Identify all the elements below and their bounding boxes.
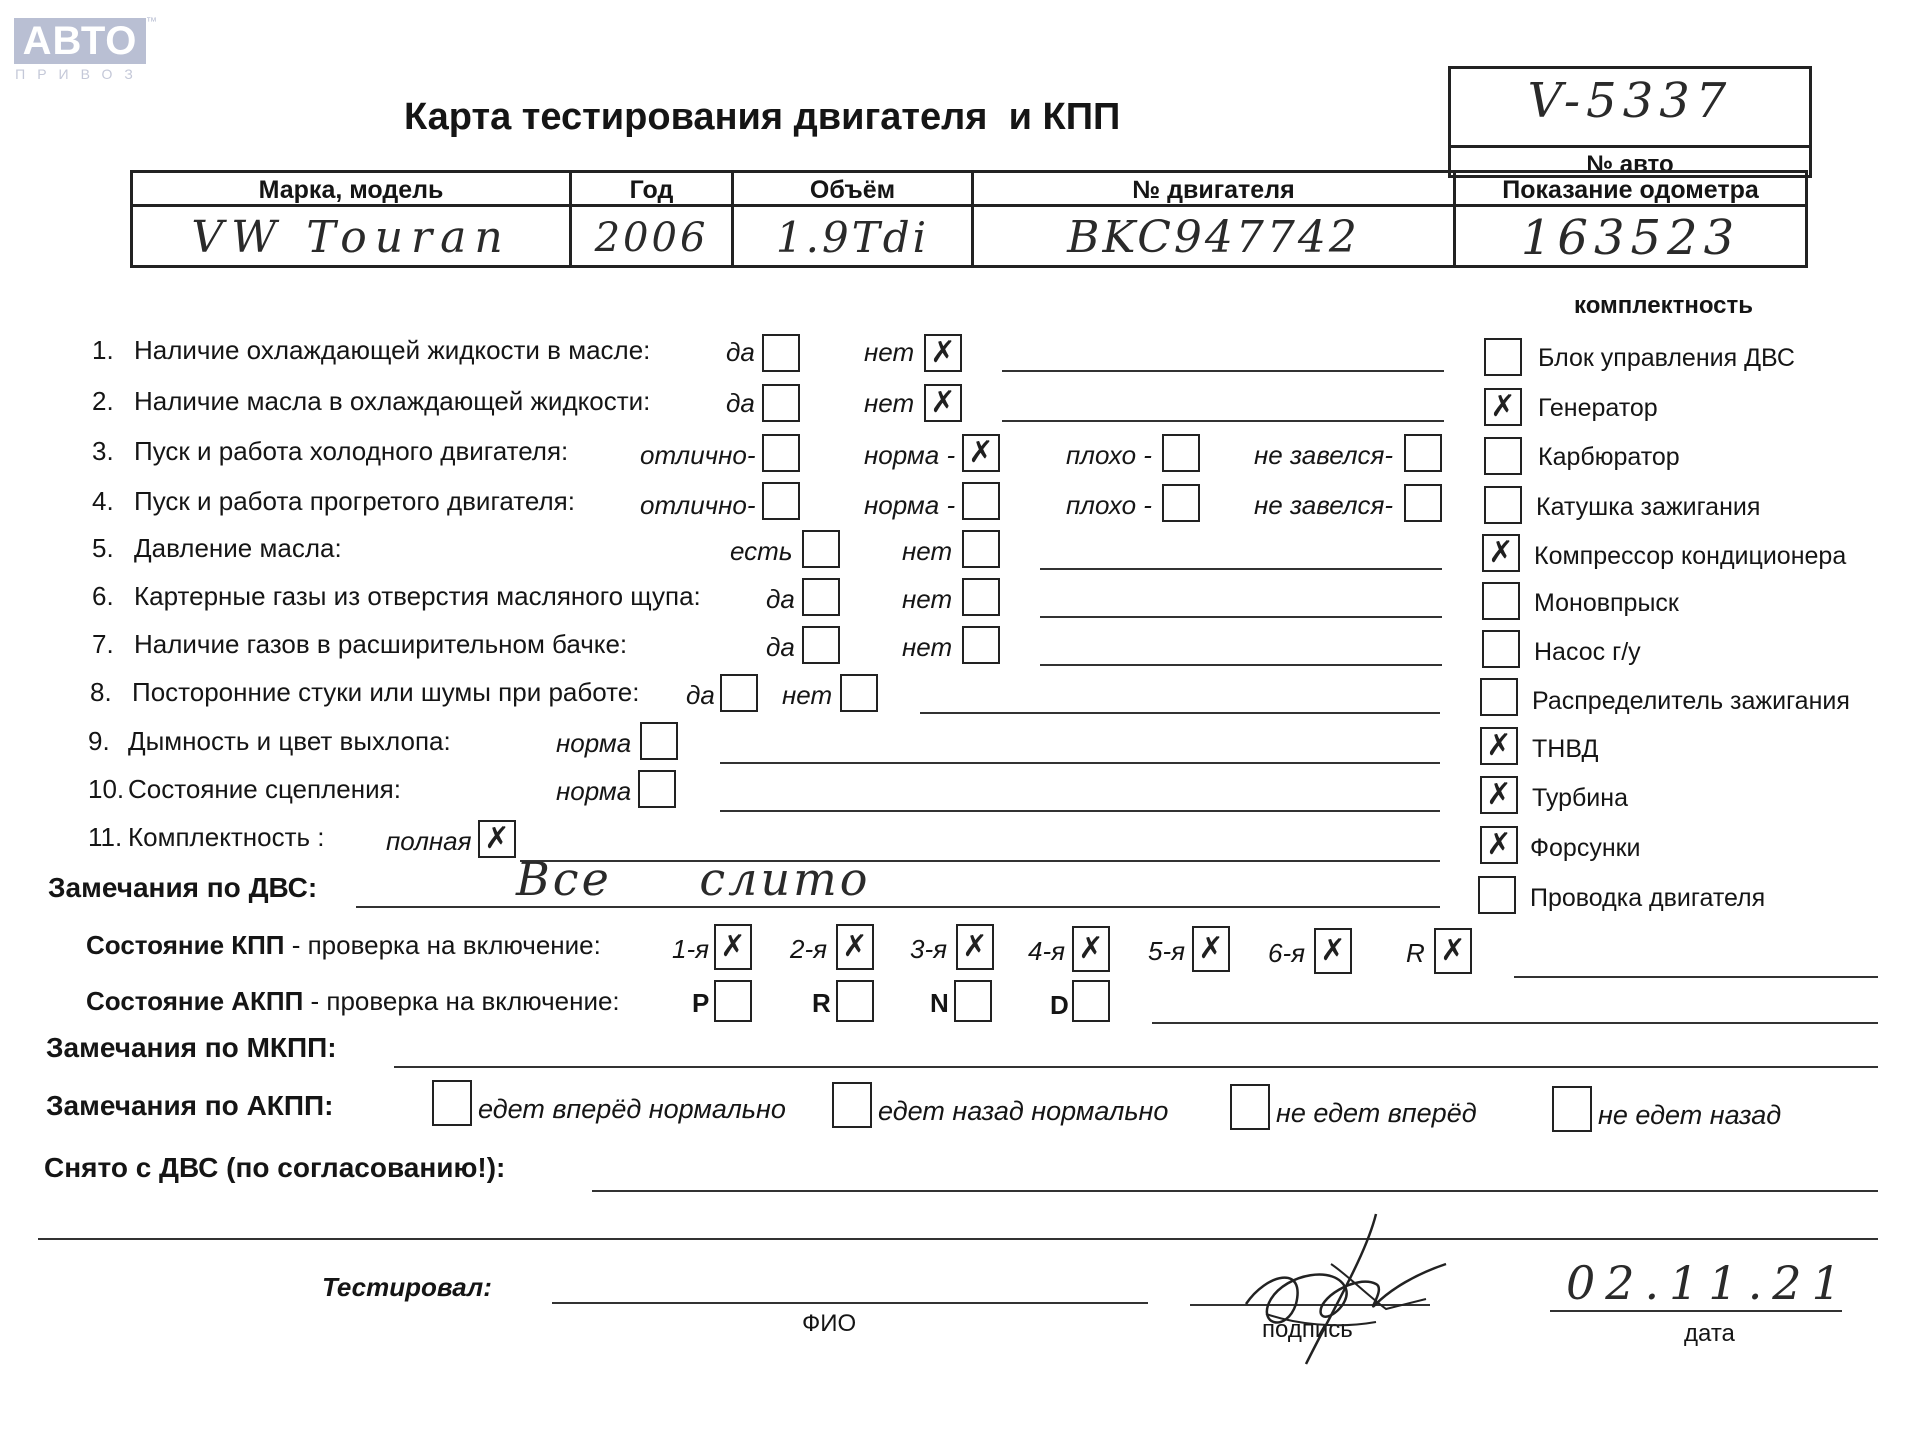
col-header: Показание одометра <box>1456 173 1805 207</box>
col-header: № двигателя <box>974 173 1453 207</box>
komplekt-label: Турбина <box>1532 784 1628 812</box>
check-mark <box>964 580 998 614</box>
q1-line <box>1002 370 1444 372</box>
check-mark <box>764 386 798 420</box>
q8-opt-net: нет <box>782 680 833 710</box>
tested-label: Тестировал: <box>322 1272 492 1302</box>
q7-number: 7. <box>92 629 114 659</box>
q7-text: Наличие газов в расширительном бачке: <box>134 629 628 659</box>
check-mark <box>1074 982 1108 1020</box>
q8-line <box>920 712 1440 714</box>
check-mark <box>1486 340 1520 374</box>
q5-opt-yes: есть <box>730 536 793 566</box>
col-value: VW Touran <box>191 212 511 263</box>
akpp-r-label: R <box>812 988 831 1018</box>
gear-1-checkbox[interactable] <box>714 924 752 970</box>
logo-tm: ™ <box>146 16 157 28</box>
q7-checkbox-net[interactable] <box>962 626 1000 664</box>
q7-opt-net: нет <box>902 632 953 662</box>
q8-opt-da: да <box>686 680 715 710</box>
col-value: 1.9Tdi <box>775 213 930 262</box>
check-mark <box>722 676 756 710</box>
q3-checkbox-no-start[interactable] <box>1404 434 1442 472</box>
akpp-option-label: едет назад нормально <box>878 1096 1169 1126</box>
q2-line <box>1002 420 1444 422</box>
q8-text: Посторонние стуки или шумы при работе: <box>132 677 640 707</box>
q4-checkbox-normal[interactable] <box>962 482 1000 520</box>
col-model <box>133 173 569 265</box>
akpp-p-label: P <box>692 988 710 1018</box>
gear-3-label: 3-я <box>910 934 948 964</box>
komplekt-label: ТНВД <box>1532 735 1599 763</box>
akpp-line <box>1152 1022 1878 1024</box>
check-mark: ✗ <box>1078 931 1104 966</box>
q1-number: 1. <box>92 335 114 365</box>
check-mark <box>964 628 998 662</box>
check-mark: ✗ <box>930 385 956 420</box>
gear-2-label: 2-я <box>790 934 828 964</box>
komplekt-label: Блок управления ДВС <box>1538 344 1795 372</box>
check-mark <box>764 336 798 370</box>
q10-number: 10. <box>88 774 125 804</box>
q9-text: Дымность и цвет выхлопа: <box>128 726 451 756</box>
check-mark <box>964 532 998 566</box>
q3-opt-no-start: не завелся- <box>1254 440 1394 470</box>
komplekt-checkbox[interactable] <box>1480 826 1518 864</box>
vehicle-table <box>130 170 1808 268</box>
q6-text: Картерные газы из отверстия масляного щупа: <box>134 581 701 611</box>
kpp-line <box>1514 976 1878 978</box>
gear-1-label: 1-я <box>672 934 710 964</box>
logo-sub: ПРИВОЗ <box>15 66 145 82</box>
komplekt-checkbox[interactable] <box>1484 388 1522 426</box>
akpp-d-checkbox[interactable] <box>1072 980 1110 1022</box>
check-mark <box>1480 878 1514 912</box>
check-mark: ✗ <box>1488 535 1514 570</box>
check-mark <box>804 532 838 566</box>
q4-opt-normal: норма - <box>864 490 956 520</box>
komplekt-heading: комплектность <box>1574 292 1754 319</box>
col-value: 163523 <box>1520 210 1741 266</box>
check-mark <box>1482 680 1516 714</box>
check-mark <box>1484 632 1518 666</box>
q1-text: Наличие охлаждающей жидкости в масле: <box>134 335 651 365</box>
q2-checkbox-net[interactable] <box>924 384 962 422</box>
car-number-value: V-5337 <box>1527 73 1733 129</box>
car-number-box <box>1448 66 1812 178</box>
akpp-option-checkbox[interactable] <box>1552 1086 1592 1132</box>
q4-opt-no-start: не завелся- <box>1254 490 1394 520</box>
akpp-r-checkbox[interactable] <box>836 980 874 1022</box>
q1-checkbox-net[interactable] <box>924 334 962 372</box>
col-value: 2006 <box>594 215 709 261</box>
q2-text: Наличие масла в охлаждающей жидкости: <box>134 386 651 416</box>
akpp-d-label: D <box>1050 990 1069 1020</box>
q4-opt-bad: плохо - <box>1066 490 1152 520</box>
check-mark: ✗ <box>1440 933 1466 968</box>
check-mark: ✗ <box>1486 728 1512 763</box>
check-mark <box>1484 584 1518 618</box>
gear-2-checkbox[interactable] <box>836 924 874 970</box>
q8-number: 8. <box>90 677 112 707</box>
check-mark <box>764 484 798 518</box>
q1-opt-net: нет <box>864 337 915 367</box>
page-title: Карта тестирования двигателя и КПП <box>404 96 1121 138</box>
gear-4-label: 4-я <box>1028 936 1066 966</box>
gear-r-label: R <box>1406 938 1425 968</box>
check-mark <box>1164 486 1198 520</box>
remarks-dvs-line <box>356 906 1440 908</box>
q9-checkbox-norma[interactable] <box>640 722 678 760</box>
q6-checkbox-net[interactable] <box>962 578 1000 616</box>
komplekt-checkbox[interactable] <box>1478 876 1516 914</box>
q5-checkbox-yes[interactable] <box>802 530 840 568</box>
q4-checkbox-excellent[interactable] <box>762 482 800 520</box>
q3-number: 3. <box>92 436 114 466</box>
check-mark <box>1486 439 1520 473</box>
check-mark: ✗ <box>1486 827 1512 862</box>
gear-r-checkbox[interactable] <box>1434 928 1472 974</box>
removed-line <box>592 1190 1878 1192</box>
akpp-label-bold: Состояние АКПП <box>86 986 304 1016</box>
q3-opt-excellent: отлично- <box>640 440 756 470</box>
check-mark: ✗ <box>842 929 868 964</box>
q2-opt-da: да <box>726 388 755 418</box>
q3-opt-normal: норма - <box>864 440 956 470</box>
date-line <box>1550 1310 1842 1312</box>
akpp-label-rest: - проверка на включение: <box>303 986 620 1016</box>
q6-checkbox-da[interactable] <box>802 578 840 616</box>
check-mark <box>1486 488 1520 522</box>
col-header: Объём <box>734 173 971 207</box>
col-header: Год <box>572 173 731 207</box>
q5-text: Давление масла: <box>134 533 342 563</box>
check-mark <box>642 724 676 758</box>
date-label: дата <box>1684 1320 1735 1347</box>
q10-line <box>720 810 1440 812</box>
komplekt-label: Распределитель зажигания <box>1532 687 1850 715</box>
akpp-n-label: N <box>930 988 949 1018</box>
q4-checkbox-bad[interactable] <box>1162 484 1200 522</box>
check-mark: ✗ <box>1490 389 1516 424</box>
q4-text: Пуск и работа прогретого двигателя: <box>134 486 575 516</box>
q9-line <box>720 762 1440 764</box>
remarks-mkpp-label: Замечания по МКПП: <box>46 1032 337 1063</box>
komplekt-checkbox[interactable] <box>1484 338 1522 376</box>
q11-number: 11. <box>88 822 123 852</box>
q6-opt-da: да <box>766 584 795 614</box>
q10-opt-norma: норма <box>556 776 632 806</box>
check-mark <box>640 772 674 806</box>
q8-checkbox-net[interactable] <box>840 674 878 712</box>
q10-text: Состояние сцепления: <box>128 774 401 804</box>
remarks-dvs-label: Замечания по ДВС: <box>48 872 318 903</box>
kpp-label-bold: Состояние КПП <box>86 930 285 960</box>
akpp-option-checkbox[interactable] <box>832 1082 872 1128</box>
kpp-label <box>86 930 601 961</box>
akpp-p-checkbox[interactable] <box>714 980 752 1022</box>
komplekt-label: Генератор <box>1538 394 1658 422</box>
komplekt-checkbox[interactable] <box>1484 486 1522 524</box>
komplekt-checkbox[interactable] <box>1480 727 1518 765</box>
check-mark <box>804 628 838 662</box>
check-mark: ✗ <box>962 929 988 964</box>
akpp-label <box>86 986 620 1017</box>
komplekt-checkbox[interactable] <box>1482 630 1520 668</box>
remarks-mkpp-line <box>394 1066 1878 1068</box>
q7-line <box>1040 664 1442 666</box>
check-mark: ✗ <box>1486 777 1512 812</box>
komplekt-checkbox[interactable] <box>1480 776 1518 814</box>
q9-number: 9. <box>88 726 110 756</box>
q6-opt-net: нет <box>902 584 953 614</box>
removed-label: Снято с ДВС (по согласованию!): <box>44 1152 506 1183</box>
remarks-akpp-label: Замечания по АКПП: <box>46 1090 334 1121</box>
check-mark: ✗ <box>1320 933 1346 968</box>
q5-line <box>1040 568 1442 570</box>
q1-opt-da: да <box>726 337 755 367</box>
col-header: Марка, модель <box>133 173 569 207</box>
q3-checkbox-excellent[interactable] <box>762 434 800 472</box>
gear-3-checkbox[interactable] <box>956 924 994 970</box>
col-value: BKC947742 <box>1067 212 1360 263</box>
separator-line <box>38 1238 1878 1240</box>
logo <box>14 16 157 88</box>
q10-checkbox-norma[interactable] <box>638 770 676 808</box>
q5-number: 5. <box>92 533 114 563</box>
check-mark: ✗ <box>484 821 510 856</box>
check-mark <box>716 982 750 1020</box>
check-mark <box>956 982 990 1020</box>
q6-line <box>1040 616 1442 618</box>
gear-4-checkbox[interactable] <box>1072 926 1110 972</box>
col-engine-no <box>971 173 1453 265</box>
komplekt-label: Моновпрыск <box>1534 589 1679 617</box>
akpp-option-checkbox[interactable] <box>1230 1084 1270 1130</box>
col-year <box>569 173 731 265</box>
sign-label: подпись <box>1262 1316 1353 1343</box>
kpp-label-rest: - проверка на включение: <box>284 930 601 960</box>
remarks-dvs-value: Все слито <box>516 852 871 906</box>
komplekt-label: Форсунки <box>1530 834 1641 862</box>
gear-5-label: 5-я <box>1148 936 1186 966</box>
q11-opt-full: полная <box>386 826 472 856</box>
check-mark: ✗ <box>930 335 956 370</box>
date-value: 02.11.21 <box>1566 1256 1851 1310</box>
komplekt-label: Карбюратор <box>1538 443 1680 471</box>
check-mark: ✗ <box>720 929 746 964</box>
q11-checkbox-full[interactable] <box>478 820 516 858</box>
check-mark <box>804 580 838 614</box>
gear-5-checkbox[interactable] <box>1192 926 1230 972</box>
check-mark <box>842 676 876 710</box>
q2-checkbox-da[interactable] <box>762 384 800 422</box>
q4-number: 4. <box>92 486 114 516</box>
komplekt-checkbox[interactable] <box>1482 534 1520 572</box>
check-mark: ✗ <box>968 435 994 470</box>
q6-number: 6. <box>92 581 114 611</box>
q4-checkbox-no-start[interactable] <box>1404 484 1442 522</box>
q5-checkbox-no[interactable] <box>962 530 1000 568</box>
check-mark <box>964 484 998 518</box>
akpp-option-label: не едет назад <box>1598 1100 1782 1130</box>
komplekt-label: Насос г/у <box>1534 638 1641 666</box>
col-volume <box>731 173 971 265</box>
komplekt-label: Катушка зажигания <box>1536 493 1761 521</box>
signature-image <box>1226 1204 1456 1374</box>
gear-6-label: 6-я <box>1268 938 1306 968</box>
check-mark <box>1164 436 1198 470</box>
akpp-option-label: едет вперёд нормально <box>478 1094 786 1124</box>
q3-checkbox-bad[interactable] <box>1162 434 1200 472</box>
q4-opt-excellent: отлично- <box>640 490 756 520</box>
check-mark: ✗ <box>1198 931 1224 966</box>
akpp-option-label: не едет вперёд <box>1276 1098 1477 1128</box>
komplekt-checkbox[interactable] <box>1484 437 1522 475</box>
q2-opt-net: нет <box>864 388 915 418</box>
q7-checkbox-da[interactable] <box>802 626 840 664</box>
fio-label: ФИО <box>802 1310 857 1337</box>
q11-text: Комплектность : <box>128 822 325 852</box>
check-mark <box>838 982 872 1020</box>
q3-opt-bad: плохо - <box>1066 440 1152 470</box>
q2-number: 2. <box>92 386 114 416</box>
komplekt-label: Проводка двигателя <box>1530 884 1766 912</box>
q9-opt-norma: норма <box>556 728 632 758</box>
q3-text: Пуск и работа холодного двигателя: <box>134 436 569 466</box>
fio-line <box>552 1302 1148 1304</box>
q3-checkbox-normal[interactable] <box>962 434 1000 472</box>
car-number-label: № авто <box>1451 145 1809 181</box>
check-mark <box>1406 486 1440 520</box>
q7-opt-da: да <box>766 632 795 662</box>
q8-checkbox-da[interactable] <box>720 674 758 712</box>
komplekt-checkbox[interactable] <box>1480 678 1518 716</box>
akpp-n-checkbox[interactable] <box>954 980 992 1022</box>
col-odometer <box>1453 173 1805 265</box>
logo-main: АВТО <box>14 18 146 64</box>
q1-checkbox-da[interactable] <box>762 334 800 372</box>
akpp-option-checkbox[interactable] <box>432 1080 472 1126</box>
gear-6-checkbox[interactable] <box>1314 928 1352 974</box>
q5-opt-no: нет <box>902 536 953 566</box>
komplekt-checkbox[interactable] <box>1482 582 1520 620</box>
check-mark <box>1406 436 1440 470</box>
komplekt-label: Компрессор кондиционера <box>1534 542 1847 570</box>
check-mark <box>764 436 798 470</box>
